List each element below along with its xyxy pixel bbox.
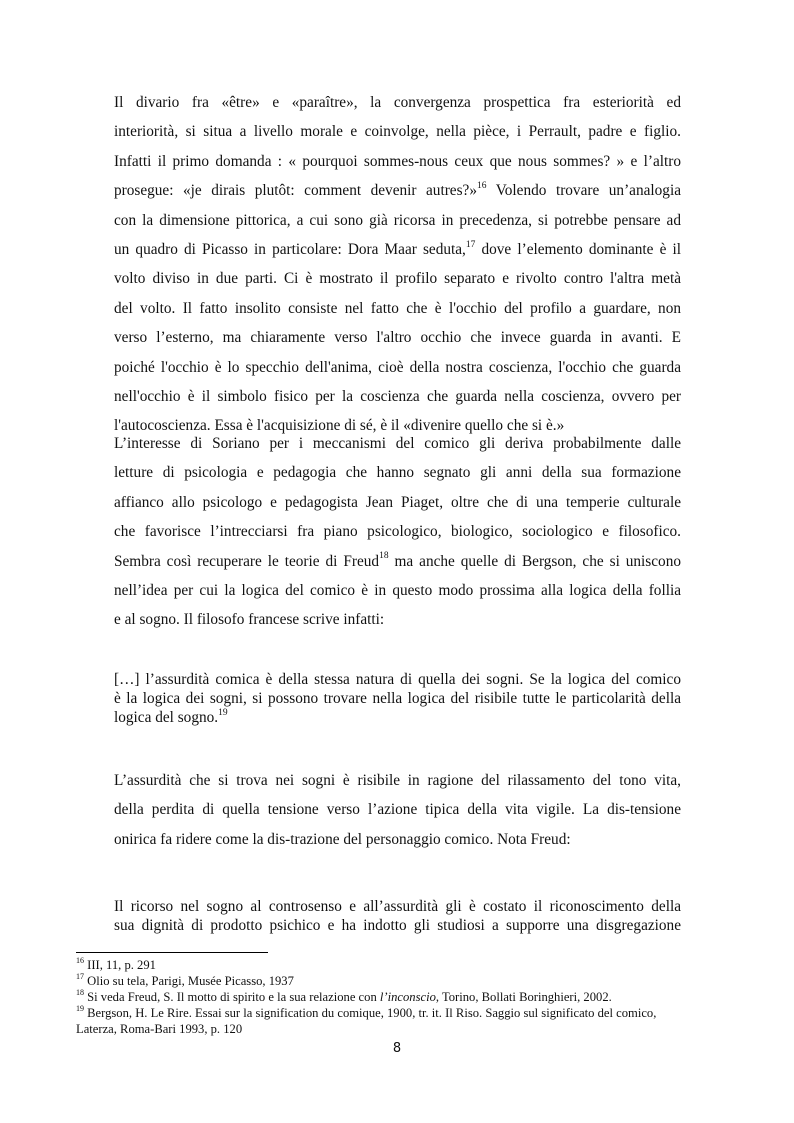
text-line: prosegue: «je dirais plutôt: comment devenir autres?»$^{16}$ Volendo trovare un’analogia <box>114 181 681 200</box>
text-line: sua dignità di prodotto psichico e ha indotto gli studiosi a supporre una disgregazione <box>114 917 681 934</box>
text-line: con la dimensione pittorica, a cui sono già ricorsa in precedenza, si potrebbe pensare ad <box>114 211 681 229</box>
text-line: Il divario fra «être» e «paraître», la convergenza prospettica fra esteriorità ed <box>114 94 681 111</box>
text-line: e al sogno. Il filosofo francese scrive infatti: <box>114 611 385 629</box>
text-line: che favorisce l’intrecciarsi fra piano psicologico, biologico, sociologico e filosofico. <box>114 523 681 541</box>
text-line: interiorità, si situa a livello morale e coinvolge, nella pièce, i Perrault, padre e figlio. <box>114 123 681 141</box>
footnote-ref-18[interactable]: 18 <box>379 551 389 562</box>
text-line: è la logica dei sogni, si possono trovare nella logica del risibile tutte le particolarità della <box>114 690 681 707</box>
footnote-19: $^{19}$ Bergson, H. Le Rire. Essai sur la signification du comique, 1900, tr. it. Il Riso. Saggio sul significato del comico, Laterza, Roma-Bari 1993, p. 120 <box>76 1003 657 1036</box>
text-line: Infatti il primo domanda : « pourquoi sommes-nous ceux que nous sommes? » e l’altro <box>114 152 681 170</box>
text-line: logica del sogno.$^{19}$ <box>114 707 228 726</box>
footnote-ref-19[interactable]: 19 <box>218 707 228 718</box>
text-line: affianco allo psicologo e pedagogista Jean Piaget, oltre che di una temperie culturale <box>114 493 681 511</box>
text-line: poiché l'occhio è lo specchio dell'anima, cioè della nostra coscienza, l'occhio che guarda <box>114 358 681 376</box>
page-number: 8 <box>392 1041 402 1056</box>
footnote-17: $^{17}$ Olio su tela, Parigi, Musée Picasso, 1937 <box>76 971 294 988</box>
text-line: […] l’assurdità comica è della stessa natura di quella dei sogni. Se la logica del comico <box>114 671 681 688</box>
paragraph-2 <box>114 429 681 635</box>
footnote-16: $^{16}$ III, 11, p. 291 <box>76 955 156 972</box>
paragraph-1 <box>114 88 681 441</box>
text-line: letture di psicologia e pedagogia che hanno segnato gli anni della sua formazione <box>114 464 681 482</box>
text-line: l'autocoscienza. Essa è l'acquisizione di sé, è il «divenire quello che si è.» <box>114 417 565 435</box>
text-line: nell'occhio è il simbolo fisico per la coscienza che guarda nella coscienza, ovvero per <box>114 387 681 405</box>
text-line: del volto. Il fatto insolito consiste nel fatto che è l'occhio del profilo a guardare, non <box>114 299 681 317</box>
text-line: onirica fa ridere come la dis-trazione del personaggio comico. Nota Freud: <box>114 830 571 848</box>
text-line: verso l’esterno, ma chiaramente verso l'altro occhio che invece guarda in avanti. E <box>114 329 681 347</box>
text-line: volto diviso in due parti. Ci è mostrato il profilo separato e rivolto contro l'altra metà <box>114 270 681 288</box>
footnote-ref-16[interactable]: 16 <box>476 181 487 192</box>
footnote-18: $^{18}$ Si veda Freud, S. Il motto di spirito e la sua relazione con l’inconscio, Torino, Bollati Boringhieri, 2002. <box>76 987 612 1004</box>
block-quote-bergson <box>114 670 681 727</box>
block-quote-freud <box>114 897 681 935</box>
text-line: Il ricorso nel sogno al controsenso e all’assurdità gli è costato il riconoscimento della <box>114 898 681 915</box>
text-line: Sembra così recuperare le teorie di Freud$^{18}$ ma anche quelle di Bergson, che si uniscono <box>114 551 681 570</box>
text-line: L’interesse di Soriano per i meccanismi del comico gli deriva probabilmente dalle <box>114 435 681 452</box>
footnote-separator <box>76 952 268 953</box>
text-line: L’assurdità che si trova nei sogni è risibile in ragione del rilassamento del tono vita, <box>114 772 681 789</box>
footnote-ref-17[interactable]: 17 <box>465 239 476 250</box>
text-line: un quadro di Picasso in particolare: Dora Maar seduta,$^{17}$ dove l’elemento dominante è il <box>114 239 681 258</box>
text-line: nell’idea per cui la logica del comico è in questo modo prossima alla logica della follia <box>114 581 681 599</box>
paragraph-3 <box>114 766 681 854</box>
text-line: della perdita di quella tensione verso l’azione tipica della vita vigile. La dis-tensione <box>114 801 681 819</box>
